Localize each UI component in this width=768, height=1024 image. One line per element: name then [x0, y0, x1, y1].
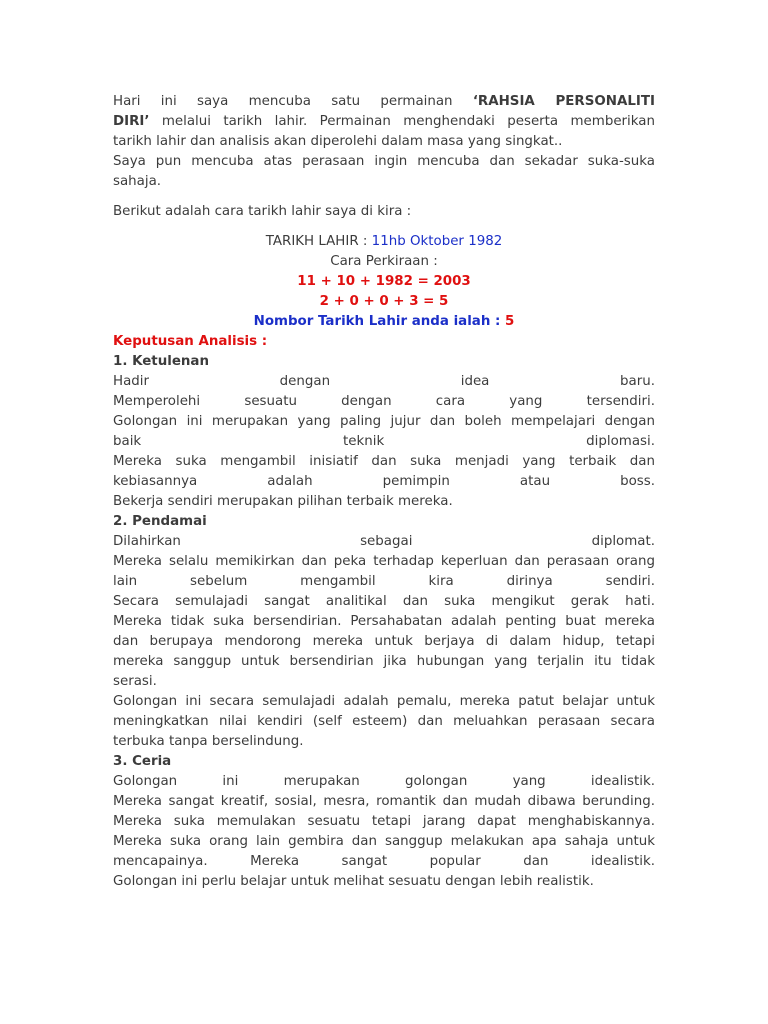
section-line: kebiasannya adalah pemimpin atau boss.: [113, 474, 655, 489]
section-line: Golongan ini merupakan yang paling jujur dan boleh mempelajari dengan: [113, 414, 655, 429]
game-title-part-1: ‘RAHSIA PERSONALITI: [472, 94, 655, 109]
intro-line-3: tarikh lahir dan analisis akan diperolehi dalam masa yang singkat..: [113, 134, 563, 149]
intro-line-5: sahaja.: [113, 174, 162, 189]
section-line: Bekerja sendiri merupakan pilihan terbaik mereka.: [113, 494, 453, 509]
calculation-block: [113, 232, 655, 332]
analysis-section: [113, 512, 655, 752]
game-title-part-2: DIRI’: [113, 114, 150, 129]
section-line: Golongan ini perlu belajar untuk melihat sesuatu dengan lebih realistik.: [113, 874, 594, 889]
section-line: serasi.: [113, 674, 157, 689]
section-line: Secara semulajadi sangat analitikal dan suka mengikut gerak hati.: [113, 594, 655, 609]
intro-line-2: [113, 112, 655, 132]
section-title: 2. Pendamai: [113, 514, 207, 529]
section-line: Mereka suka mengambil inisiatif dan suka menjadi yang terbaik dan: [113, 454, 655, 469]
section-line: dan berupaya mendorong mereka untuk berjaya di dalam hidup, tetapi: [113, 634, 655, 649]
section-line: Golongan ini secara semulajadi adalah pemalu, mereka patut belajar untuk: [113, 694, 655, 709]
section-line: Mereka sangat kreatif, sosial, mesra, romantik dan mudah dibawa berunding.: [113, 794, 655, 809]
analysis-section: [113, 752, 655, 892]
section-line: mereka sanggup untuk bersendirian jika hubungan yang terjalin itu tidak: [113, 654, 655, 669]
intro-text: Hari ini saya mencuba satu permainan: [113, 94, 453, 109]
section-title: 1. Ketulenan: [113, 354, 209, 369]
section-line: Mereka selalu memikirkan dan peka terhadap keperluan dan perasaan orang: [113, 554, 655, 569]
section-line: Memperolehi sesuatu dengan cara yang tersendiri.: [113, 394, 655, 409]
method-label: Cara Perkiraan :: [330, 254, 438, 269]
intro-paragraph: [113, 92, 655, 192]
section-line: terbuka tanpa berselindung.: [113, 734, 304, 749]
intro-line-4: Saya pun mencuba atas perasaan ingin mencuba dan sekadar suka-suka: [113, 154, 655, 169]
lead-line: Berikut adalah cara tarikh lahir saya di kira :: [113, 204, 412, 219]
section-title: 3. Ceria: [113, 754, 172, 769]
result-line: [113, 312, 655, 332]
result-value: 5: [505, 314, 515, 329]
section-line: Mereka tidak suka bersendirian. Persahabatan adalah penting buat mereka: [113, 614, 655, 629]
section-line: lain sebelum mengambil kira dirinya sendiri.: [113, 574, 655, 589]
section-line: Mereka suka orang lain gembira dan sanggup melakukan apa sahaja untuk: [113, 834, 655, 849]
result-label: Nombor Tarikh Lahir anda ialah :: [253, 314, 501, 329]
section-line: meningkatkan nilai kendiri (self esteem) dan meluahkan perasaan secara: [113, 714, 655, 729]
document-body: [113, 92, 655, 892]
dob-value: 11hb Oktober 1982: [371, 234, 503, 249]
analysis-section: [113, 352, 655, 512]
section-line: Hadir dengan idea baru.: [113, 374, 655, 389]
section-line: mencapainya. Mereka sangat popular dan idealistik.: [113, 854, 655, 869]
analysis-sections: [113, 352, 655, 892]
dob-label: TARIKH LAHIR :: [265, 234, 368, 249]
section-line: baik teknik diplomasi.: [113, 434, 655, 449]
intro-line-1: [113, 92, 655, 112]
section-line: Golongan ini merupakan golongan yang idealistik.: [113, 774, 655, 789]
section-line: Mereka suka memulakan sesuatu tetapi jarang dapat menghabiskannya.: [113, 814, 655, 829]
section-line: Dilahirkan sebagai diplomat.: [113, 534, 655, 549]
dob-line: [113, 232, 655, 252]
sum-step-2: 2 + 0 + 0 + 3 = 5: [319, 294, 449, 309]
analysis-title: Keputusan Analisis :: [113, 334, 268, 349]
intro-text: melalui tarikh lahir. Permainan menghendaki peserta memberikan: [161, 114, 655, 129]
sum-step-1: 11 + 10 + 1982 = 2003: [297, 274, 471, 289]
